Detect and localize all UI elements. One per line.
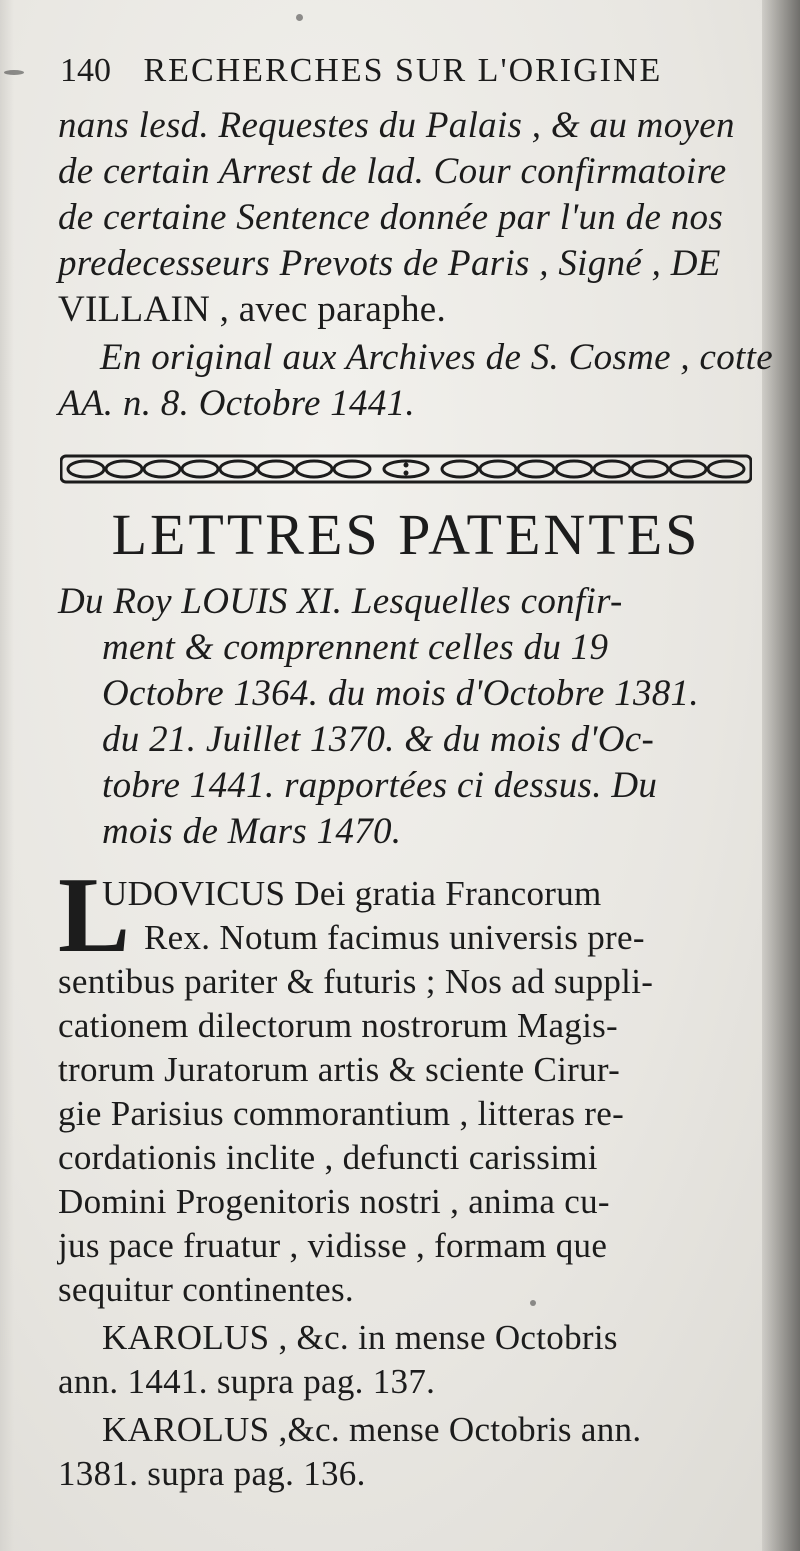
body-line: sequitur continentes. xyxy=(58,1270,354,1309)
ink-smudge xyxy=(296,14,303,21)
body-line: cationem dilectorum nostrorum Magis- xyxy=(58,1006,618,1045)
body-line: UDOVICUS Dei gratia Francorum xyxy=(102,874,602,913)
body-line: gie Parisius commorantium , litteras re- xyxy=(58,1094,625,1133)
section-subtitle xyxy=(58,580,758,850)
intro-line: de certaine Sentence donnée par l'un de nos xyxy=(58,197,724,238)
body-line: cordationis inclite , defuncti carissimi xyxy=(58,1138,598,1177)
ornamental-chain-border xyxy=(60,452,752,486)
page-left-edge-shadow xyxy=(0,0,14,1551)
body-line: sentibus pariter & futuris ; Nos ad suppli- xyxy=(58,962,654,1001)
body-line: trorum Juratorum artis & sciente Cirur- xyxy=(58,1050,621,1089)
subtitle-line: ment & comprennent celles du 19 xyxy=(102,627,609,668)
reference-line: KAROLUS , &c. in mense Octobris xyxy=(102,1318,618,1357)
page-number: 140 xyxy=(60,52,111,89)
intro-line: predecesseurs Prevots de Paris , Signé , DE xyxy=(58,243,721,284)
intro-line: VILLAIN , avec paraphe. xyxy=(58,289,447,330)
reference-line: 1381. supra pag. 136. xyxy=(58,1454,366,1493)
intro-line: de certain Arrest de lad. Cour confirmatoire xyxy=(58,151,727,192)
running-header xyxy=(60,52,750,90)
source-note-line: En original aux Archives de S. Cosme , cotte xyxy=(100,337,773,378)
subtitle-line: du 21. Juillet 1370. & du mois d'Oc- xyxy=(102,719,655,760)
drop-cap: L xyxy=(58,856,131,975)
intro-paragraph xyxy=(58,104,773,444)
subtitle-line: mois de Mars 1470. xyxy=(102,811,402,852)
subtitle-line: Du Roy LOUIS XI. Lesquelles confir- xyxy=(58,581,623,622)
running-title: RECHERCHES SUR L'ORIGINE xyxy=(143,52,663,89)
source-note-line: AA. n. 8. Octobre 1441. xyxy=(58,383,415,424)
reference-line: ann. 1441. supra pag. 137. xyxy=(58,1362,436,1401)
subtitle-line: Octobre 1364. du mois d'Octobre 1381. xyxy=(102,673,699,714)
page-gutter-shadow xyxy=(762,0,800,1551)
section-title: LETTRES PATENTES xyxy=(111,502,701,567)
intro-line: nans lesd. Requestes du Palais , & au moyen xyxy=(58,105,735,146)
body-line: Rex. Notum facimus universis pre- xyxy=(144,918,645,957)
body-line: Domini Progenitoris nostri , anima cu- xyxy=(58,1182,610,1221)
ink-smudge xyxy=(4,70,24,75)
subtitle-line: tobre 1441. rapportées ci dessus. Du xyxy=(102,765,658,806)
body-text xyxy=(58,872,758,1493)
reference-line: KAROLUS ,&c. mense Octobris ann. xyxy=(102,1410,642,1449)
body-line: jus pace fruatur , vidisse , formam que xyxy=(58,1226,608,1265)
ink-smudge xyxy=(530,1300,536,1306)
